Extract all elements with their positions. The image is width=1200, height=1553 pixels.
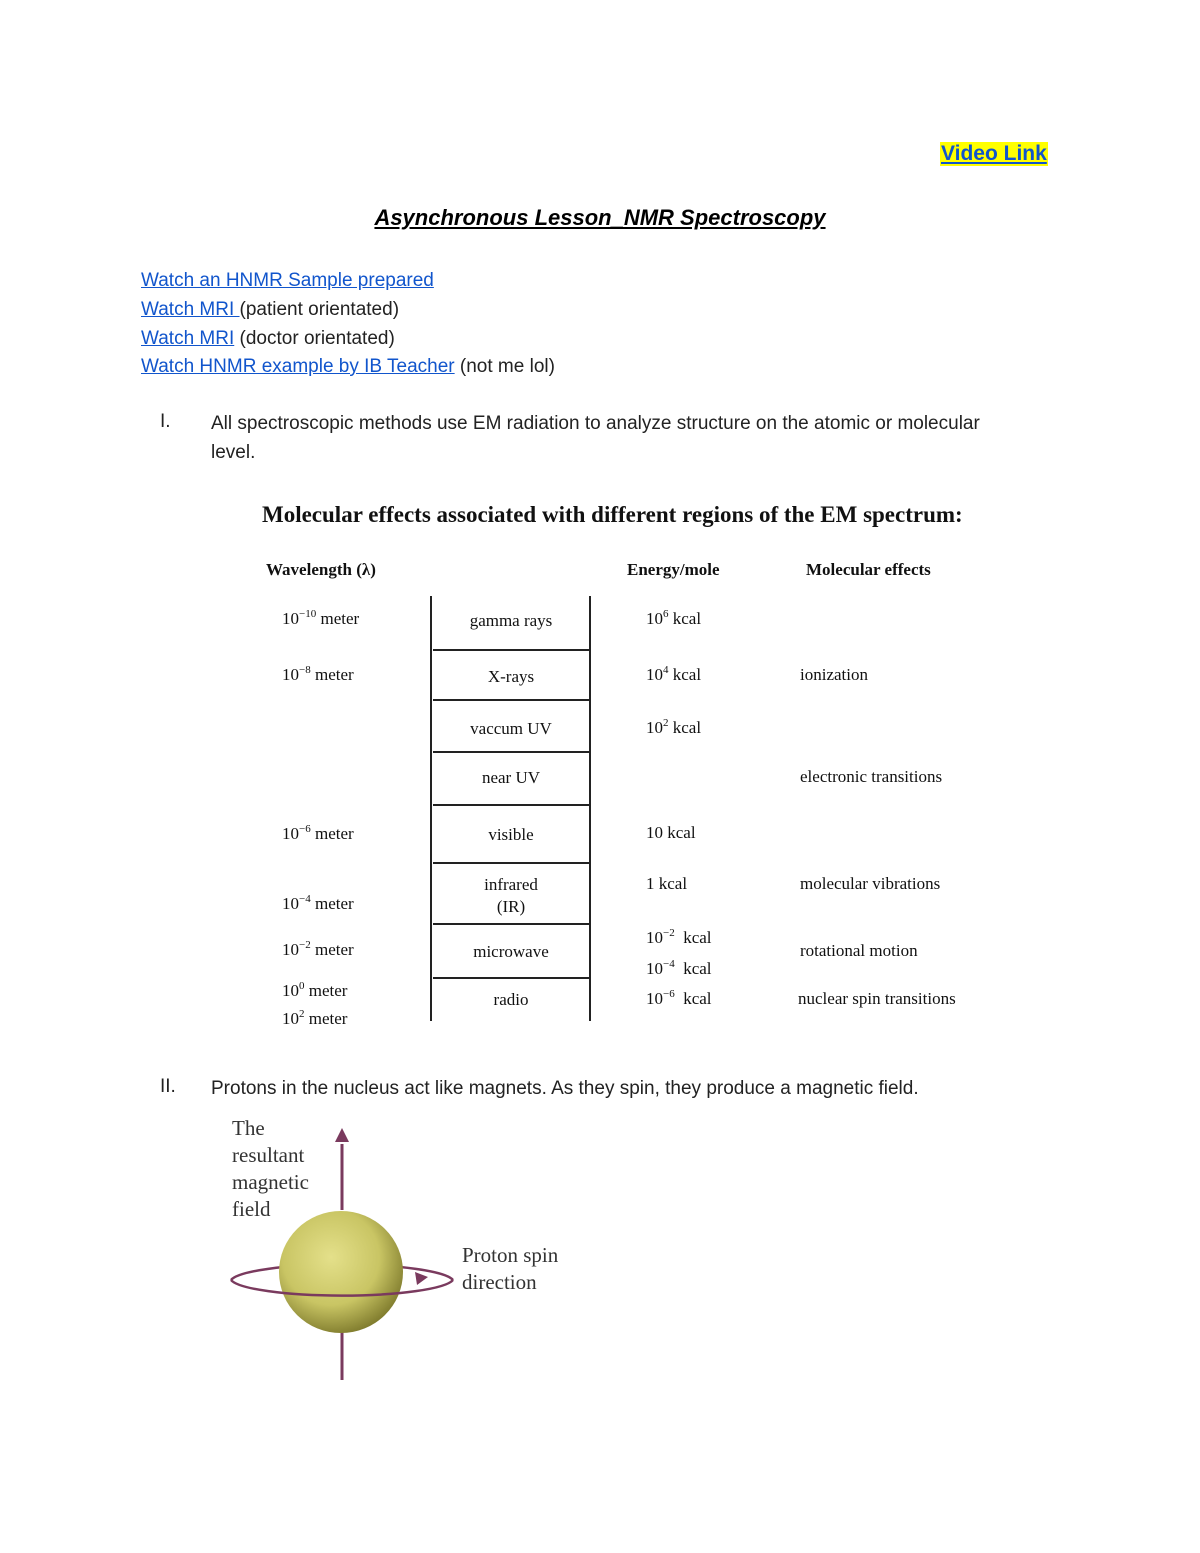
section-numeral: I. [160, 411, 171, 432]
region-label: near UV [481, 768, 541, 787]
page-title: Asynchronous Lesson_NMR Spectroscopy [374, 205, 826, 230]
figure-title: Molecular effects associated with different regions of the EM spectrum: [262, 502, 963, 527]
region-column-left-border [430, 596, 432, 1021]
effect-label: electronic transitions [800, 767, 943, 786]
link-note: (not me lol) [454, 356, 555, 377]
energy-value: $10^{-6}$ kcal [646, 988, 712, 1008]
region-label: visible [488, 825, 534, 844]
wavelength-value: $10^2$ meter [282, 1008, 348, 1028]
region-column-right-border [589, 596, 591, 1021]
link-line-mri-patient [141, 296, 399, 324]
wavelength-value: $10^{-4}$ meter [282, 893, 354, 913]
region-label: microwave [473, 942, 549, 961]
energy-value: $10^6$ kcal [646, 608, 702, 628]
ib-teacher-link[interactable]: Watch HNMR example by IB Teacher [141, 356, 455, 377]
region-divider [433, 804, 589, 806]
video-link[interactable]: Video Link [941, 142, 1047, 165]
energy-value: $10^2$ kcal [646, 717, 702, 737]
link-note: (doctor orientated) [234, 328, 395, 349]
region-label: gamma rays [469, 611, 553, 630]
section-text: Protons in the nucleus act like magnets. As they spin, they produce a magnetic field. [211, 1078, 919, 1099]
region-label: vaccum UV [470, 719, 552, 738]
link-note: (patient orientated) [239, 299, 400, 320]
wavelength-value: $10^0$ meter [282, 980, 348, 1000]
effect-label: nuclear spin transitions [798, 989, 956, 1008]
wavelength-value: $10^{-8}$ meter [282, 664, 354, 684]
energy-value: $10^{-2}$ kcal [646, 927, 712, 947]
region-divider [433, 649, 589, 651]
energy-value: 10 kcal [646, 823, 696, 842]
section-text: All spectroscopic methods use EM radiation to analyze structure on the atomic or molecular level. [211, 413, 980, 463]
spin-label: Proton spin direction [462, 1243, 559, 1294]
wavelength-value: $10^{-2}$ meter [282, 939, 354, 959]
link-line-mri-doctor [141, 325, 395, 353]
effects-header: Molecular effects [806, 560, 931, 579]
wavelength-value: $10^{-10}$ meter [282, 608, 360, 628]
hnmr-sample-link[interactable]: Watch an HNMR Sample prepared [141, 270, 434, 291]
region-divider [433, 923, 589, 925]
field-label: The resultant magnetic field [232, 1116, 309, 1221]
section-numeral: II. [160, 1076, 176, 1097]
region-divider [433, 751, 589, 753]
link-line-hnmr-sample [141, 267, 434, 295]
spin-direction-arrow-icon [415, 1272, 428, 1285]
field-arrow-icon [335, 1128, 349, 1142]
wavelength-value: $10^{-6}$ meter [282, 823, 354, 843]
energy-header: Energy/mole [627, 560, 720, 579]
wavelength-header: Wavelength (λ) [266, 560, 376, 579]
region-label: X-rays [487, 667, 535, 686]
region-divider [433, 699, 589, 701]
energy-value: 1 kcal [646, 874, 688, 893]
link-line-ib-teacher [141, 353, 555, 381]
mri-doctor-link[interactable]: Watch MRI [141, 328, 235, 349]
region-divider [433, 977, 589, 979]
effect-label: rotational motion [800, 941, 918, 960]
region-label: infrared [484, 875, 538, 894]
mri-patient-link[interactable]: Watch MRI [141, 299, 240, 320]
effect-label: molecular vibrations [800, 874, 941, 893]
effect-label: ionization [800, 665, 868, 684]
region-label: radio [493, 990, 529, 1009]
region-label: (IR) [496, 897, 526, 916]
energy-value: $10^{-4}$ kcal [646, 958, 712, 978]
proton-diagram [225, 1122, 465, 1384]
proton-sphere [279, 1211, 403, 1333]
region-divider [433, 862, 589, 864]
energy-value: $10^4$ kcal [646, 664, 702, 684]
